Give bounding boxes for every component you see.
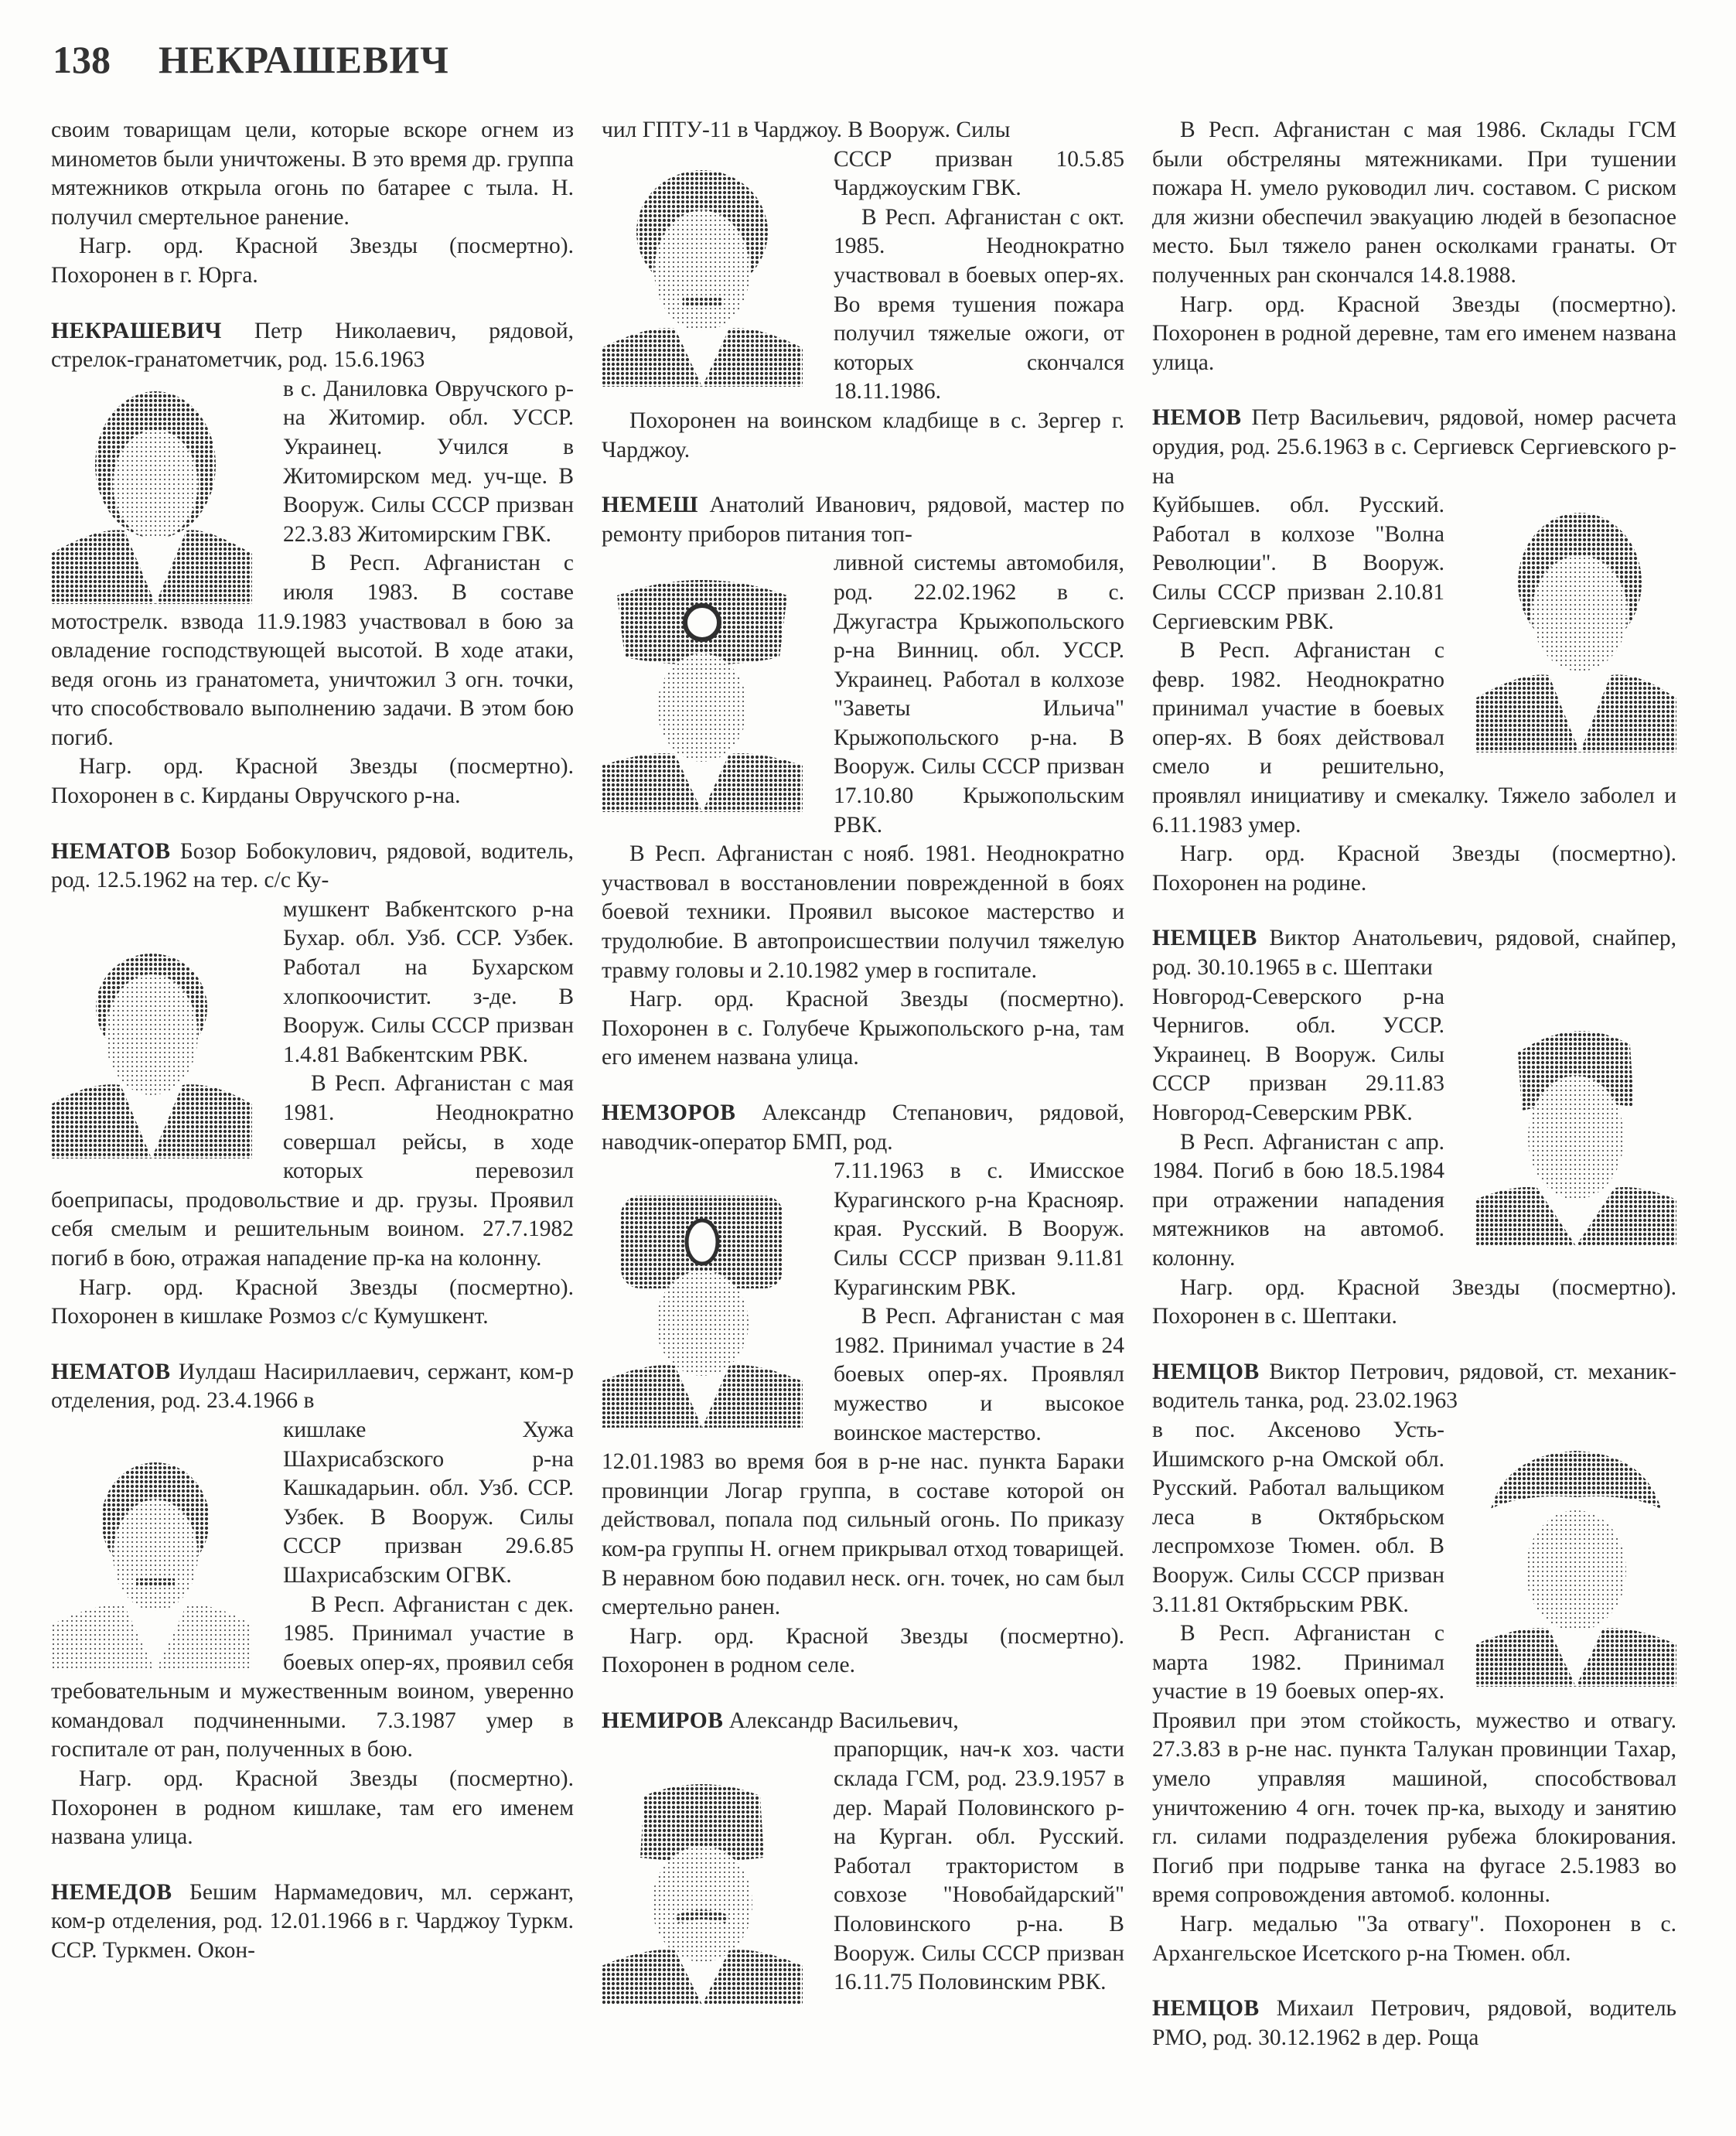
portrait-photo [602, 565, 803, 812]
continuation-entry [602, 116, 1124, 465]
paragraph: своим товарищам цели, которые вскоре огнем из минометов были уничтожены. В это время др. группа мятежников открыла огонь по батарее с тыла. Н. получил смертельное ранение. [51, 118, 574, 230]
entry-lead: Виктор Анатольевич, рядовой, снайпер, род. 30.10.1965 в с. Шептаки [1152, 926, 1677, 981]
entry-lead: Александр Степанович, рядовой, наводчик-оператор БМП, род. [602, 1100, 1124, 1155]
entry-surname: НЕМАТОВ [51, 1359, 171, 1384]
entry-award: Нагр. орд. Красной Звезды (посмертно). Похоронен в с. Голубече Крыжопольского р-на, там его именем названа улица. [602, 987, 1124, 1070]
entry-award: Похоронен на воинском кладбище в с. Зергер г. Чарджоу. [602, 408, 1124, 462]
biography-entry [602, 1099, 1124, 1680]
entry-afghan-service: В Респ. Афганистан с марта 1982. Принимал участие в 19 боевых опер-ях. Проявил при этом стойкость, мужество и отвагу. 27.3.83 в р-не нас. пункта Талукан провинции Тахар, умело управляя машиной, способствовал уничтожению 4 огн. точек пр-ка, выходу и занятию гл. силами подразделения рубежа блокирования. Погиб при подрыве танка на фугасе 2.5.1983 во время сопровождения автомоб. колонны. [1152, 1621, 1676, 1908]
portrait-halftone-icon [1475, 505, 1676, 752]
portrait-photo [1475, 505, 1676, 752]
entry-afghan-service: В Респ. Афганистан с апр. 1984. Погиб в бою 18.5.1984 при отражении нападения мятежников на автомоб. колонну. [1152, 1129, 1444, 1271]
portrait-halftone-icon [602, 1773, 803, 2005]
portrait-halftone-icon [1475, 1439, 1676, 1687]
column-left [51, 116, 574, 1966]
biography-entry [1152, 924, 1676, 1331]
entry-lead: Александр Васильевич, [728, 1708, 959, 1733]
entry-lead: Петр Николаевич, рядовой, стрелок-гранатометчик, род. 15.6.1963 [51, 318, 574, 373]
entry-award: Нагр. орд. Красной Звезды (посмертно). Похоронен в кишлаке Розмоз с/с Кумушкент. [51, 1274, 574, 1329]
entry-afghan-beside: В Респ. Афганистан с мая 1982. Принимал участие в 24 боевых опер-ях. Проявлял мужество и высокое воинское мастерство. [834, 1304, 1124, 1445]
entry-details: мушкент Вабкентского р-на Бухар. обл. Узб. ССР. Узбек. Работал на Бухарском хлопкоочистит. з-де. В Вооруж. Силы СССР призван 1.4.81 Вабкентским РВК. [283, 896, 574, 1067]
entry-award: Нагр. орд. Красной Звезды (посмертно). Похоронен в родном кишлаке, там его именем названа улица. [51, 1766, 574, 1850]
entry-award: Нагр. орд. Красной Звезды (посмертно). Похоронен на родине. [1152, 841, 1676, 896]
portrait-halftone-icon [602, 565, 803, 812]
page-header [53, 37, 449, 82]
continuation-entry [1152, 116, 1676, 377]
portrait-photo [51, 934, 252, 1158]
entry-surname: НЕМЕШ [602, 493, 699, 518]
entry-afghan-service: В Респ. Афганистан с февр. 1982. Неоднократно принимал участие в боевых опер-ях. В боях действовал смело и решительно, проявлял инициативу и смекалку. Тяжело заболел и 6.11.1983 умер. [1152, 638, 1676, 838]
entry-lead: Михаил Петрович, рядовой, водитель РМО, род. 30.12.1962 в дер. Роща [1152, 1996, 1677, 2050]
portrait-halftone-icon [51, 380, 252, 604]
running-head: НЕКРАШЕВИЧ [159, 38, 449, 81]
portrait-photo [602, 1188, 803, 1428]
entry-surname: НЕМЦОВ [1152, 1359, 1260, 1384]
entry-afghan-service: В Респ. Афганистан с нояб. 1981. Неоднократно участвовал в восстановлении поврежденной в боях боевой техники. Проявил высокое мастерство и трудолюбие. В автопроисшествии получил тяжелую травму головы и 2.10.1982 умер в госпитале. [602, 841, 1124, 983]
entry-surname: НЕМИРОВ [602, 1708, 724, 1733]
entry-details: 7.11.1963 в с. Имисское Курагинского р-на Краснояр. края. Русский. В Вооруж. Силы СССР призван 9.11.81 Курагинским РВК. [834, 1158, 1124, 1300]
entry-lead: Бешим Нармамедович, мл. сержант, ком-р отделения, род. 12.01.1966 в г. Чарджоу Туркм. ССР. Туркмен. Окон- [51, 1879, 574, 1964]
biography-entry [51, 1358, 574, 1852]
entry-lead: Иулдаш Насириллаевич, сержант, ком-р отделения, род. 23.4.1966 в [51, 1359, 574, 1414]
entry-award: Нагр. орд. Красной Звезды (посмертно). Похоронен в с. Шептаки. [1152, 1274, 1676, 1329]
entry-surname: НЕМЦЕВ [1152, 926, 1257, 951]
entry-surname: НЕМЕДОВ [51, 1879, 172, 1905]
biography-entry [1152, 1358, 1676, 1968]
biography-entry [602, 491, 1124, 1073]
entry-details: в с. Даниловка Овручского р-на Житомир. обл. УССР. Украинец. Учился в Житомирском мед. уч-ще. В Вооруж. Силы СССР призван 22.3.83 Житомирским ГВК. [283, 376, 574, 547]
entry-afghan-service: 12.01.1983 во время боя в р-не нас. пункта Бараки провинции Логар группа, в составе которой он действовал, попала под сильный огонь. По приказу ком-ра группы Н. огнем прикрывал отход товарищей. В неравном бою подавил неск. огн. точек, но сам был смертельно ранен. [602, 1449, 1124, 1620]
entry-lead: чил ГПТУ-11 в Чарджоу. В Вооруж. Силы [602, 118, 1011, 142]
portrait-photo [602, 162, 803, 387]
column-middle [602, 116, 1124, 2008]
biography-entry [51, 1878, 574, 1966]
portrait-halftone-icon [602, 162, 803, 387]
entry-award: Нагр. орд. Красной Звезды (посмертно). Похоронен в родном селе. [602, 1623, 1124, 1678]
entry-details: прапорщик, нач-к хоз. части склада ГСМ, род. 23.9.1957 в дер. Марай Половинского р-на Курган. обл. Русский. Работал трактористом в совхозе "Новобайдарский" Половинского р-на. В Вооруж. Силы СССР призван 16.11.75 Половинским РВК. [834, 1737, 1124, 1995]
portrait-halftone-icon [51, 934, 252, 1158]
entry-details: в пос. Аксеново Усть-Ишимского р-на Омской обл. Русский. Работал вальщиком леса в Октябрьском леспромхозе Тюмен. обл. В Вооруж. Силы СССР призван 3.11.81 Октябрьским РВК. [1152, 1417, 1444, 1617]
entry-details: кишлаке Хужа Шахрисабзского р-на Кашкадарьин. обл. Узб. ССР. Узбек. В Вооруж. Силы СССР призван 29.6.85 Шахрисабзским ОГВК. [283, 1417, 574, 1588]
entry-surname: НЕМОВ [1152, 405, 1242, 431]
entry-lead: Анатолий Иванович, рядовой, мастер по ремонту приборов питания топ- [602, 493, 1124, 547]
entry-details: ливной системы автомобиля, род. 22.02.1962 в с. Джугастра Крыжопольского р-на Винниц. обл. УССР. Украинец. Работал в колхозе "Заветы Ильича" Крыжопольского р-на. В Вооруж. Силы СССР призван 17.10.80 Крыжопольским РВК. [834, 551, 1124, 838]
entry-afghan-service: В Респ. Афганистан с июля 1983. В составе мотострелк. взвода 11.9.1983 участвовал в бою за овладение господствующей высотой. В ходе атаки, ведя огонь из гранатомета, уничтожил 3 огн. точки, что способствовало выполнению задачи. В этом бою погиб. [51, 551, 574, 750]
entry-award: Нагр. орд. Красной Звезды (посмертно). Похоронен в с. Кирданы Овручского р-на. [51, 754, 574, 809]
portrait-photo [1475, 1014, 1676, 1246]
biography-entry [602, 1707, 1124, 1998]
entry-surname: НЕМАТОВ [51, 838, 171, 864]
entry-afghan-service: В Респ. Афганистан с мая 1981. Неоднократно совершал рейсы, в ходе которых перевозил боеприпасы, продовольствие и др. грузы. Проявил себя смелым и решительным воином. 27.7.1982 погиб в бою, отражая нападение пр-ка на колонну. [51, 1071, 574, 1271]
entry-lead: Бозор Бобокулович, рядовой, водитель, род. 12.5.1962 на тер. с/с Ку- [51, 838, 575, 893]
entry-surname: НЕМЗОРОВ [602, 1100, 736, 1125]
entry-surname: НЕМЦОВ [1152, 1996, 1260, 2022]
portrait-photo [51, 1447, 252, 1671]
portrait-photo [602, 1773, 803, 2005]
portrait-halftone-icon [1475, 1014, 1676, 1246]
page-number: 138 [53, 38, 111, 81]
entry-afghan-service: В Респ. Афганистан с дек. 1985. Принимал участие в боевых опер-ях, проявил себя требовательным и мужественным воином, уверенно командовал подчиненными. 7.3.1987 умер в госпитале от ран, полученных в бою. [51, 1592, 574, 1762]
portrait-photo [51, 380, 252, 604]
award-paragraph: Нагр. орд. Красной Звезды (посмертно). Похоронен в г. Юрга. [51, 234, 574, 288]
portrait-halftone-icon [602, 1188, 803, 1428]
biography-entry [51, 317, 574, 811]
paragraph: В Респ. Афганистан с мая 1986. Склады ГСМ были обстреляны мятежниками. При тушении пожара Н. умело руководил лич. составом. С риском для жизни обеспечил эвакуацию людей в безопасное место. Был тяжело ранен осколками гранаты. От полученных ран скончался 14.8.1988. [1152, 118, 1676, 288]
award-paragraph: Нагр. орд. Красной Звезды (посмертно). Похоронен в родной деревне, там его именем названа улица. [1152, 292, 1676, 375]
column-right [1152, 116, 1676, 2052]
entry-surname: НЕКРАШЕВИЧ [51, 318, 222, 343]
entry-details: СССР призван 10.5.85 Чарджоуским ГВК. [834, 146, 1124, 201]
portrait-halftone-icon [51, 1447, 252, 1671]
entry-lead: Петр Васильевич, рядовой, номер расчета орудия, род. 25.6.1963 в с. Сергиевск Сергиевского р-на [1152, 405, 1677, 489]
entry-award: Нагр. медалью "За отвагу". Похоронен в с. Архангельское Исетского р-на Тюмен. обл. [1152, 1912, 1676, 1966]
entry-details: Куйбышев. обл. Русский. Работал в колхозе "Волна Революции". В Вооруж. Силы СССР призван 2.10.81 Сергиевским РВК. [1152, 493, 1444, 634]
entry-afghan-service: В Респ. Афганистан с окт. 1985. Неоднократно участвовал в боевых опер-ях. Во время тушения пожара получил тяжелые ожоги, от которых скончался 18.11.1986. [834, 204, 1124, 404]
biography-entry [1152, 404, 1676, 898]
entry-details: Новгород-Северского р-на Чернигов. обл. УССР. Украинец. В Вооруж. Силы СССР призван 29.11.83 Новгород-Северским РВК. [1152, 984, 1444, 1125]
biography-entry [51, 838, 574, 1332]
portrait-photo [1475, 1439, 1676, 1687]
biography-entry [1152, 1994, 1676, 2052]
entry-lead: Виктор Петрович, рядовой, ст. механик-водитель танка, род. 23.02.1963 [1152, 1359, 1676, 1414]
continuation-entry [51, 116, 574, 291]
